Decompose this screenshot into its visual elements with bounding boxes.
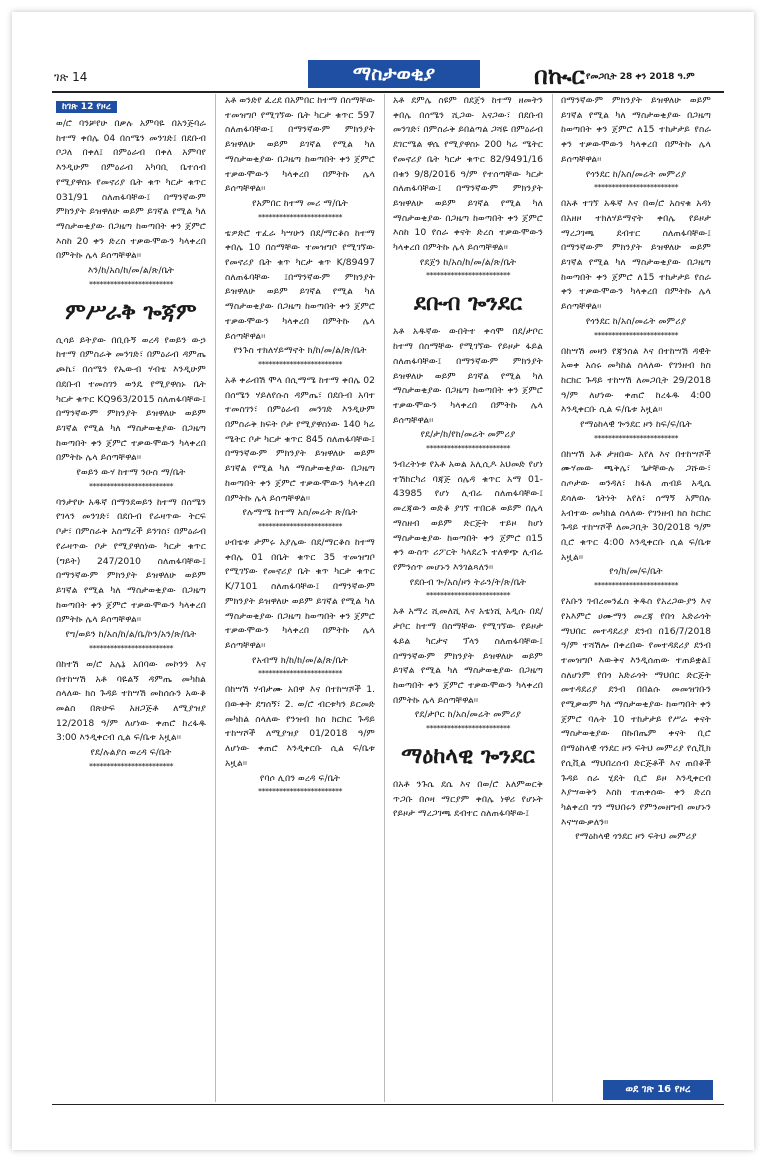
newspaper-brand: በኲር (534, 62, 585, 90)
notice-text: በማንኛውም ምክንያት ይዝዋለሁ ወይም ይገኛል የሚል ካለ ማስታወቂያው በጋዜጣ ከወጣበት ቀን ጀምሮ ለ15 ተከታታይ የስራ ቀን ተቃውሞውን ካላቀረበ በምትኩ ሌላ ይሰጣቸዋል፡፡ (561, 95, 711, 165)
notice-text: አቶ ቀራብሽ ሞላ በሲማሜ ከተማ ቀበሌ 02 በሰሜን ሃይለየሱስ ዳምጤ፣ በደቡብ አባተ ተመስገን፣ በምዕራብ መንገድ እንዲሁም በምስራቅ ክፍት ቦታ የሚያዋስነው 140 ካሬ ሜትር ቦታ ካርታ ቁጥር 845 ስለጠፋባቸው፤ በማንኛውም ምክንያት ይዝዋለሁ ወይም ይገኛል የሚል ካለ ማስታወቂያው በጋዜጣ ከወጣበት ቀን ጀምሮ ተቃውሞውን ካላቀረበ በምትኩ ሌላ ይሰጣቸዋል፡፡ (225, 374, 375, 504)
separator: ************************ (594, 330, 678, 340)
column-2 (225, 94, 375, 1099)
notice-signature: የወይን ውሃ ከተማ ንዑስ ማ/ቤት (76, 467, 186, 479)
notice-signature: የአምበር ከተማ መሪ ማ/ቤት (252, 197, 348, 209)
separator: ************************ (258, 521, 342, 531)
column-4 (561, 94, 711, 1099)
notice-text: በአቶ ንጉሴ ደሴ እና በወ/ሮ አለምወርቅ ጥጋቡ በሶዛ ማርያም ቀበሌ ነዋሪ የሆኑት የይዞታ ማረጋገጫ ደብተር ስለጠፋባቸው፤ (393, 779, 543, 820)
separator: ************************ (258, 359, 342, 369)
column-divider (384, 94, 385, 1102)
notice-text: ሀብቴቱ ታምሩ አያሌው በደ/ማርቆስ ከተማ ቀበሌ 01 በቤት ቁጥር 35 ተመዝግቦ የሚገኘው የመኖሪያ ቤት ቁጥ ካርታ ቁጥር K/7101 ስለጠፋባቸው፤ በማንኛውም ምክንያት ይዝዋለሁ ወይም ይገኛል የሚል ካለ ማስታወቂያው በጋዜጣ ከወጣበት ቀን ጀምሮ ተቃውሞውን ካላቀረበ በምትኩ ሌላ ይሰጣቸዋል፡፡ (225, 536, 375, 651)
column-divider (552, 94, 553, 1102)
notice-signature: የጎንደር ከ/አስ/መሬት መምሪያ (585, 315, 687, 327)
separator: ************************ (594, 433, 678, 443)
notice-text: አቶ አማረ ሺመለሺ እና አቴነሺ አዲሱ በደ/ታቦር ከተማ በስማቸው የሚገኘው የይዞታ ፋይል ካርታና ፕላን ስለጠፋባቸው፤ በማንኛውም ምክንያት ይዝዋለሁ ወይም ይገኛል የሚል ካለ ማስታወቂያው በጋዜጣ ከወጣበት ቀን ጀምሮ ተቃውሞውን ካላቀረበ በምትኩ ሌላ ይሰጣቸዋል፡፡ (393, 606, 543, 706)
notice-text: በከሣሽ ሃብታሙ አበዋ እና በተከሣሾች 1. በውቀት ደግሰኝ፣ 2. ወ/ሮ ብርቱካን ይርመድ መካከል ስላለው የንዝብ ክስ ክርክር ጉዳይ ተከሣሾች ለሚያዝያ 01/2018 ዓ/ም ለሆነው ቀጠሮ እንዲቀርቡ ሲል ፍ/ቤቱ አዟል፡፡ (225, 684, 375, 769)
notice-signature: የማዕከላዊ ጐንደር ዞን ከፍ/ፍ/ቤት (580, 419, 692, 431)
section-heading-east-gojjam: ምሥራቅ ጐጃም (65, 298, 197, 325)
notice-text: ባንታየሁ አዱኛ በማንደወይን ከተማ በሰሜን የገላን መንገድ፣ በደቡብ የራዛጥው ትርፍ ቦታ፣ በምስራቅ አስማረች ይንገስ፣ በምዕራብ የራዛጥው ቦታ የሚያዋስነው ካርታ ቁጥር (ግይት) 247/2010 ስለጠፋባቸው፤ በማንኛውም ምክንያት ይዝዋለሁ ወይም ይገኛል የሚል ካለ ማስታወቂያው በጋዜጣ ከወጣበት ቀን ጀምሮ ተቃውሞውን ካላቀረበ በምትኩ ሌላ ይሰጣቸዋል፡፡ (56, 496, 206, 626)
notice-signature: የሉማሜ ከተማ አስ/መሬት ጽ/ቤት (242, 507, 358, 519)
notice-text: ወ/ሮ ባንቻየሁ በቃሉ አምባዬ በአንጅባራ ከተማ ቀበሌ 04 በስሜን መንገድ፤ በደቡብ ቦጋለ በቀለ፤ በምዕራብ በቀለ አምባየ እንዲሁም በምዕራብ አካባቢ ቤተሰብ የሚያዋስኑ የመኖሪያ ቤት ቁጥ ካርታ ቁጥር 031/91 ስለጠፋባቸው፤ በማንኛውም ምክንያት ይዝዋለሁ ወይም ይገኛል የሚል ካለ ማስታወቂያው በጋዜጣ ከወጣበት ቀን ጀምሮ እስከ 20 ቀን ድረስ ተቃውሞውን ካላቀረበ በምትኩ ሌላ ይሰጣቸዋል፡፡ (56, 118, 206, 262)
notice-signature: የደቡብ ጐ/አስ/ዞን ትራን/ት/ጽ/ቤት (409, 576, 527, 588)
notice-signature: የጎንደር ከ/አስ/መሬት መምሪያ (585, 168, 687, 180)
column-divider (215, 94, 216, 1102)
notice-signature: የማዕከላዊ ጎንደር ዞን ፍትህ መምሪያ (575, 831, 697, 843)
separator: ************************ (594, 581, 678, 591)
separator: ************************ (89, 643, 173, 653)
separator: ************************ (89, 761, 173, 771)
notice-signature: የደ/ሉልያስ ወረዳ ፍ/ቤት (90, 747, 172, 759)
notice-text: በከሣሽ አቶ ታዘበው አየለ እና በተከሣሾች ሙሃመው ጫቅሌ፣ ጌታቸውሉ ጋሹው፣ ስጦታው ወንዳለ፣ ከፋለ ጠብይ አዲሴ ደሳለው ጌትነት አየለ፣ ሰማኝ አምበሉ አብተው መካከል ስላለው የገንዘብ ክስ ከርክር ጉዳይ ተከሣሾች ለመጋቢት 30/2018 ዓ/ም ቢሮ ቁጥር 4:00 እንዲቀርቡ ሲል ፍ/ቤቱ አዟል፡፡ (561, 448, 711, 563)
separator: ************************ (89, 481, 173, 491)
notice-text: አቶ አዱኛው ውበትተ ቀሳሞ በደ/ታቦር ከተማ በስማቸው የሚገኘው የይዞታ ፋይል ስለጠፋባቸው፤ በማንኛውም ምክንያት ይዝዋለሁ ወይም ይገኛል የሚል ካለ ማስታወቂያው በጋዜጣ ከወጣበት ቀን ጀምሮ ተቃውሞውን ካላቀረበ በምትኩ ሌላ ይሰጣቸዋል፡፡ (393, 326, 543, 426)
separator: ************************ (258, 669, 342, 679)
separator: ************************ (89, 279, 173, 289)
separator: ************************ (426, 271, 510, 281)
notice-signature: የባሶ ሊበን ወረዳ ፍ/ቤት (259, 772, 341, 784)
separator: ************************ (258, 212, 342, 222)
notice-signature: የንጉስ ተክለሃይማኖት ክ/ከ/መ/ል/ጽ/ቤት (233, 345, 367, 357)
column-1 (56, 94, 206, 1099)
notice-signature: የደ/ታቦር ከ/አስ/መሬት መምሪያ (414, 709, 522, 721)
issue-date: የመጋቢት 28 ቀን 2018 ዓ.ም (586, 72, 695, 82)
separator: ************************ (426, 724, 510, 734)
page-number: ገጽ 14 (54, 70, 88, 84)
notice-signature: የደጀን ከ/አስ/ከ/መ/ል/ጽ/ቤት (419, 256, 517, 268)
masthead-banner: ማስታወቂያ (308, 60, 480, 88)
notice-signature: የጎ/ከ/መ/ፍ/ቤት (609, 566, 663, 578)
separator: ************************ (426, 444, 510, 454)
notice-text: አቶ ደምሌ ስዩም በደጀን ከተማ ዘመትን ቀበሌ በሰሜን ሺጋው አናጋው፣ በደቡብ መንገድ፣ በምስራቅ ይበልጣል ጋሻዬ በምዕራብ ደገርሜል ዋሴ የሚያዋስኑ 200 ካሬ ሜትር የመኖሪያ ቤት ካርታ ቁጥር 82/9491/16 በቁን 9/8/2016 ዓ/ም የተሰጣቸው ካርታ ስለጠፋባቸው፤ በማንኛውም ምክንያት ይዝዋለሁ ወይም ይገኛል የሚል ካለ ማስታወቂያው በጋዜጣ ከወጣበት ቀን ጀምሮ እስከ 10 የስራ ቀናት ድረስ ተቃውሞውን ካላቀረበ በምትኩ ሌላ ይሰጣቸዋል፡፡ (393, 95, 543, 254)
notice-text: ቴዎድሮ ተፈራ ካሣሁን በደ/ማርቆስ ከተማ ቀበሌ 10 በስማቸው ተመዝግቦ የሚገኘው የመኖሪያ ቤት ቁጥ ካርታ ቁጥ K/89497 ስለጠፋባቸው ፤በማንኛውም ምክንያት ይዝዋለሁ ወይም ይገኛል የሚል ካለ ማስታወቂያው በጋዜጣ ከወጣበት ቀን ጀምሮ ተቃውሞውን ካላቀረበ በምትኩ ሌላ ይሰጣቸዋል፡፡ (225, 227, 375, 342)
notice-text: በአቶ ተገኘ አዱኛ እና በወ/ሮ አስናቁ አዳነ በአዘዞ ተክለሃይማኖት ቀበሌ የይዞታ ማረጋገጫ ደብተር ስለጠፋባቸው፤ በማንኛውም ምክንያት ይዝዋለሁ ወይም ይገኛል የሚል ካለ ማስታወቂያው በጋዜጣ ከወጣበት ቀን ጀምሮ ለ15 ተከታታይ የስራ ቀን ተቃውሞውን ካላቀረበ በምትኩ ሌላ ይሰጣቸዋል፡፡ (561, 198, 711, 313)
separator: ************************ (594, 183, 678, 193)
notice-text: አቶ ወንድየ ፈረደ በአምበር ከተማ በስማቸው ተመዝግቦ የሚገኘው ቤት ካርታ ቁጥር 597 ስለጠፋባቸው፤ በማንኛውም ምክንያት ይዝዋለሁ ወይም ይገኛል የሚል ካለ ማስታወቂያው በጋዜጣ ከወጣበት ቀን ጀምሮ ተቃውሞውን ካላቀረበ በምትኩ ሌላ ይሰጣቸዋል፡፡ (225, 95, 375, 195)
section-heading-central-gondar: ማዕከላዊ ጐንደር (401, 743, 535, 770)
section-heading-south-gondar: ደቡብ ጐንደር (414, 290, 522, 317)
notice-text: ንብረትነቱ የአቶ አወል አሊሲዶ አህመድ የሆነ ተሽከርካሪ ባጃጅ ሰሌዳ ቁጥር አማ 01-43985 የሆነ ሊብሬ ስለጠፋባቸው፤ መረጃውን ወድቆ ያገኘ ተበርቶ ወይም በሌላ ማስዘብ ወይም ድርጅት ተይዞ ከሆነ ማስታወቂያው ከወጣበት ቀን ጀምሮ በ15 ቀን ውስጥ ሪፖርት ካላደረጉ ተለዋጭ ሊብሬ የምንሰጥ መሆኑን እንገልጻለን፡፡ (393, 459, 543, 573)
page-header (52, 60, 722, 90)
separator: ************************ (426, 591, 510, 601)
notice-text: በከሣሽ መዛን የጃንስል እና በተከሣሽ ዳዊት አወቀ አሰሩ መካከል ስላለው የገንዘብ ክስ ከርክር ጉዳይ ተከሣሽ ለመጋቢት 29/2018 ዓ/ም ለሆነው ቀጠሮ ከረፋዱ 4:00 እንዲቀርቡ ሲል ፍ/ቤቱ አዟል፡፡ (561, 345, 711, 416)
continued-to-tag: ወደ ገጽ 16 የዞረ (603, 1080, 713, 1100)
notice-signature: እን/ከ/አስ/ከ/መ/ል/ጽ/ቤት (87, 265, 175, 277)
notice-signature: የአብማ ክ/ከ/ከ/መ/ል/ጽ/ቤት (251, 654, 348, 666)
notice-text: የአቡን ገብረመንፈስ ቅዱስ የአረጋውያን እና የአእምሮ ሀሙማን መረጃ የበጎ አድራጎት ማህበር መተዳደሪያ ደንብ በ16/7/2018 ዓ/ም ተሻሽሎ በቀረበው የመተዳደሪያ ደንብ ተመዝግቦ እውቅና እንዲሰጠው ተጠይቋል፤ ስለሆነም የበጎ አድራጎት ማህበር ድርጅት መተዳደሪያ ደንብ በበልሱ መመዝገቡን የሚቃወም ካለ ማስታወቂያው ከወጣበት ቀን ጀምሮ ባሉት 10 ተከታታይ የሥራ ቀናት ማስታወቂያው በኩበጤም ቀናት ቢሮ በማዕከላዊ ጎንደር ዞን ፍትህ መምሪያ የሲቪክ የሲቪል ማህበረሰብ ድርጅቶች እና ጠበቆች ጉዳይ ስራ ሂደት ቢሮ ይዞ እንዲቀርብ እያሣወቅን እስከ ተጠቀሰው ቀን ድረስ ካልቀረበ ግን ማህበሩን የምንመዘግብ መሆኑን እናሣውቃለን፡፡ (561, 596, 711, 828)
notice-signature: የግ/ወይን ከ/አስ/ከ/ል/ቤ/ኮን/አን/ጽ/ቤት (65, 629, 197, 641)
notice-text: በከተሽ ወ/ሮ አሌኔ አበባው መኮንን እና በተከሣሽ አቶ ባዬልኝ ዳምጤ መካከል ስላለው ክስ ጉዳይ ተከሣሽ መከሰሱን አውቆ መልስ በጽሁፍ አዘጋጅቶ ለሚያዝያ 12/2018 ዓ/ም ለሆነው ቀጠሮ ከረፋዱ 3:00 እንዲቀርብ ሲል ፍ/ቤቱ አዟል፡፡ (56, 658, 206, 744)
header-rule (52, 91, 724, 93)
separator: ************************ (258, 787, 342, 797)
notice-text: ሲሳይ ይትያው በቢቡኝ ወረዳ የወይን ውኃ ከተማ በምስራቅ መንገድ፣ በምዕራብ ዳምጤ ጮኬ፣ በሰሜን የኤውብ ሃብቴ እንዲሁም በደቡብ ተመስገን ወንዴ የሚያዋስኑ ቤት ካርታ ቁጥር KQ963/2015 ስለጠፋባቸው፤ በማንኛውም ምክንያት ይዝዋለሁ ወይም ይገኛል የሚል ካለ ማስታወቂያው በጋዜጣ ከወጣበት ቀን ጀምሮ ተቃውሞውን ካላቀረበ በምትኩ ሌላ ይሰጣቸዋል፡፡ (56, 334, 206, 464)
column-3 (393, 94, 543, 1099)
footer-rule (52, 1104, 724, 1105)
notice-signature: የደ/ታ/ከ/የከ/መሬት መምሪያ (420, 429, 516, 441)
continued-from-tag: ከገጽ 12 የዞረ (56, 101, 117, 113)
